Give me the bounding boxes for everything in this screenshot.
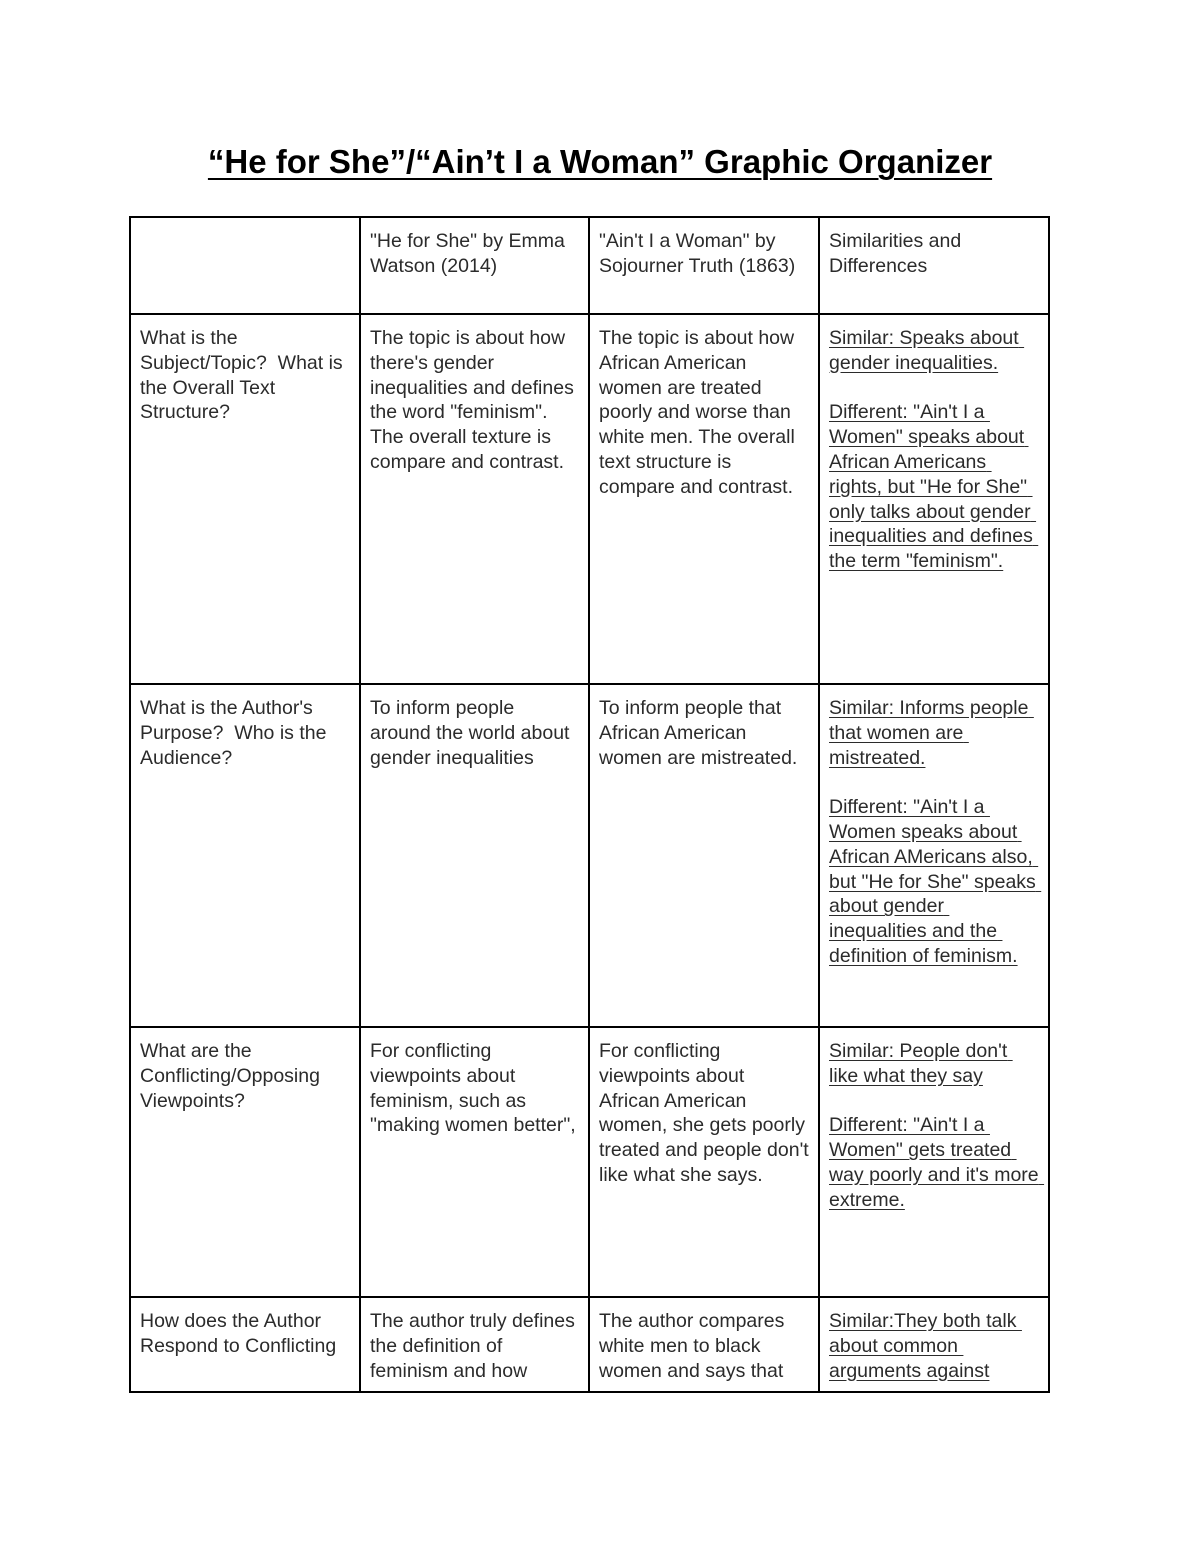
spacer [829,376,1039,401]
similar-text: Similar: Informs people that women are mistreated. [829,697,1034,769]
table-row [130,684,1049,1027]
aint-i-a-woman-text: The topic is about how African American women are treated poorly and worse than white men. The overall text structure is compare and contrast. [599,327,801,498]
header-cell-similarities [819,217,1049,314]
header-similarities-text: Similarities and Differences [829,230,967,277]
he-for-she-text: The author truly defines the definition of feminism and how [370,1310,581,1382]
graphic-organizer-table [129,216,1050,1393]
question-cell [130,684,360,1027]
aint-i-a-woman-text: The author compares white men to black women and says that [599,1310,790,1382]
question-text: What is the Author's Purpose? Who is the Audience? [140,697,331,769]
spacer [829,1089,1039,1114]
question-cell [130,1027,360,1297]
page-title: “He for She”/“Ain’t I a Woman” Graphic Organizer [207,143,993,180]
similar-text: Similar:They both talk about common arguments against [829,1310,1022,1382]
table-row [130,1297,1049,1392]
comparison-cell [819,1027,1049,1297]
comparison-cell [819,1297,1049,1392]
question-text: What are the Conflicting/Opposing Viewpoints? [140,1040,326,1112]
question-cell [130,314,360,684]
aint-i-a-woman-text: To inform people that African American women are mistreated. [599,697,798,769]
question-text: How does the Author Respond to Conflicting [140,1310,337,1357]
aint-i-a-woman-text: For conflicting viewpoints about African American women, she gets poorly treated and people don't like what she says. [599,1040,815,1186]
header-cell-he-for-she [360,217,589,314]
different-text: Different: "Ain't I a Women" speaks about African Americans rights, but "He for She" only talks about gender inequalities and defines the term "feminism". [829,401,1039,573]
he-for-she-cell [360,1297,589,1392]
he-for-she-cell [360,684,589,1027]
header-he-for-she-text: "He for She" by Emma Watson (2014) [370,230,571,277]
aint-i-a-woman-cell [589,1297,819,1392]
aint-i-a-woman-cell [589,684,819,1027]
he-for-she-text: The topic is about how there's gender inequalities and defines the word "feminism". The overall texture is compare and contrast. [370,327,580,473]
header-aint-i-a-woman-text: "Ain't I a Woman" by Sojourner Truth (1863) [599,230,796,277]
question-cell [130,1297,360,1392]
different-text: Different: "Ain't I a Women speaks about African AMericans also, but "He for She" speaks about gender inequalities and the definition of feminism. [829,796,1042,967]
table-header-row [130,217,1049,314]
he-for-she-cell [360,314,589,684]
aint-i-a-woman-cell [589,314,819,684]
he-for-she-text: To inform people around the world about gender inequalities [370,697,575,769]
question-text: What is the Subject/Topic? What is the Overall Text Structure? [140,327,349,424]
comparison-cell [819,684,1049,1027]
comparison-cell [819,314,1049,684]
he-for-she-cell [360,1027,589,1297]
aint-i-a-woman-cell [589,1027,819,1297]
table-row [130,1027,1049,1297]
table-row [130,314,1049,684]
header-cell-empty [130,217,360,314]
similar-text: Similar: People don't like what they say [829,1040,1013,1087]
he-for-she-text: For conflicting viewpoints about feminism, such as "making women better", [370,1040,576,1137]
spacer [829,770,1039,795]
different-text: Different: "Ain't I a Women" gets treated way poorly and it's more extreme. [829,1114,1045,1211]
similar-text: Similar: Speaks about gender inequalities. [829,327,1025,374]
header-cell-aint-i-a-woman [589,217,819,314]
